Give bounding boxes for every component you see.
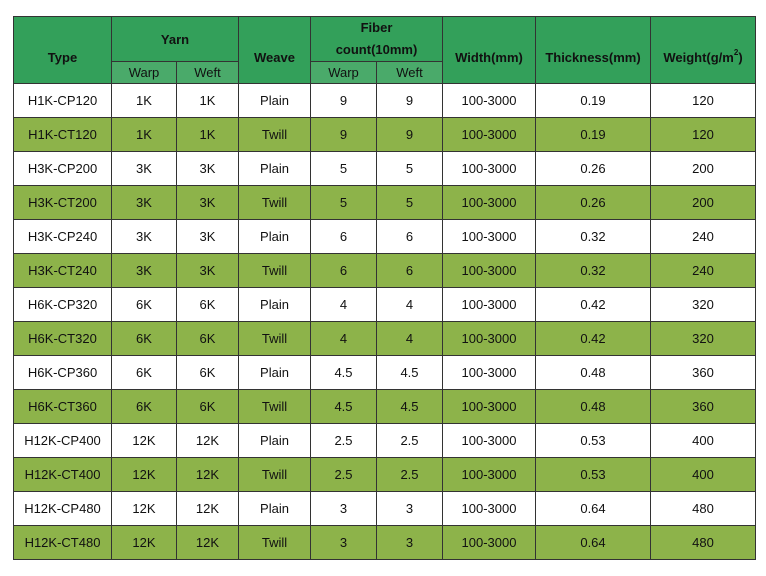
- cell-weave: Twill: [239, 390, 311, 424]
- cell-fiber-warp: 5: [311, 152, 377, 186]
- cell-thickness: 0.32: [536, 220, 651, 254]
- subheader-fiber-warp: Warp: [311, 62, 377, 84]
- table-row: [14, 356, 756, 390]
- cell-yarn-warp: 1K: [112, 118, 177, 152]
- cell-yarn-warp: 3K: [112, 220, 177, 254]
- cell-thickness: 0.48: [536, 356, 651, 390]
- cell-yarn-weft: 6K: [177, 322, 239, 356]
- cell-type: H6K-CT360: [14, 390, 112, 424]
- cell-type: H12K-CP400: [14, 424, 112, 458]
- cell-weave: Plain: [239, 152, 311, 186]
- header-yarn: Yarn: [112, 17, 239, 62]
- cell-weight: 360: [651, 356, 756, 390]
- cell-fiber-warp: 5: [311, 186, 377, 220]
- cell-weave: Plain: [239, 220, 311, 254]
- cell-width: 100-3000: [443, 356, 536, 390]
- cell-thickness: 0.19: [536, 84, 651, 118]
- cell-yarn-warp: 3K: [112, 186, 177, 220]
- cell-yarn-weft: 1K: [177, 84, 239, 118]
- cell-yarn-warp: 3K: [112, 152, 177, 186]
- cell-thickness: 0.64: [536, 492, 651, 526]
- cell-fiber-weft: 3: [377, 526, 443, 560]
- cell-weave: Twill: [239, 526, 311, 560]
- cell-yarn-weft: 12K: [177, 492, 239, 526]
- cell-fiber-weft: 2.5: [377, 458, 443, 492]
- header-weight-suffix: ): [738, 49, 743, 65]
- cell-weave: Plain: [239, 356, 311, 390]
- header-fiber-line1: Fiber: [360, 20, 393, 35]
- cell-fiber-warp: 3: [311, 526, 377, 560]
- cell-weight: 320: [651, 322, 756, 356]
- cell-weight: 120: [651, 118, 756, 152]
- cell-width: 100-3000: [443, 186, 536, 220]
- table-row: [14, 526, 756, 560]
- header-weight-prefix: Weight(g/m: [663, 49, 734, 65]
- table-row: [14, 84, 756, 118]
- cell-weave: Twill: [239, 186, 311, 220]
- cell-thickness: 0.53: [536, 458, 651, 492]
- cell-width: 100-3000: [443, 322, 536, 356]
- cell-fiber-weft: 4: [377, 322, 443, 356]
- cell-weave: Plain: [239, 84, 311, 118]
- cell-width: 100-3000: [443, 390, 536, 424]
- cell-width: 100-3000: [443, 424, 536, 458]
- cell-yarn-weft: 1K: [177, 118, 239, 152]
- cell-yarn-weft: 12K: [177, 458, 239, 492]
- cell-fiber-weft: 2.5: [377, 424, 443, 458]
- cell-fiber-warp: 9: [311, 118, 377, 152]
- header-weight-sup: 2: [733, 47, 739, 57]
- cell-fiber-weft: 4.5: [377, 356, 443, 390]
- cell-fiber-warp: 4.5: [311, 390, 377, 424]
- cell-type: H3K-CP240: [14, 220, 112, 254]
- cell-yarn-warp: 6K: [112, 288, 177, 322]
- cell-width: 100-3000: [443, 118, 536, 152]
- header-type: Type: [14, 17, 112, 84]
- cell-weight: 480: [651, 526, 756, 560]
- cell-yarn-weft: 6K: [177, 390, 239, 424]
- cell-yarn-warp: 12K: [112, 492, 177, 526]
- cell-fiber-warp: 9: [311, 84, 377, 118]
- table-row: [14, 390, 756, 424]
- cell-yarn-warp: 3K: [112, 254, 177, 288]
- cell-yarn-warp: 12K: [112, 526, 177, 560]
- cell-weave: Plain: [239, 492, 311, 526]
- cell-weave: Twill: [239, 254, 311, 288]
- cell-fiber-weft: 5: [377, 152, 443, 186]
- cell-fiber-warp: 3: [311, 492, 377, 526]
- cell-fiber-weft: 5: [377, 186, 443, 220]
- cell-type: H3K-CT200: [14, 186, 112, 220]
- header-thickness: Thickness(mm): [536, 17, 651, 84]
- cell-type: H3K-CP200: [14, 152, 112, 186]
- cell-yarn-weft: 3K: [177, 186, 239, 220]
- table-row: [14, 288, 756, 322]
- cell-fiber-warp: 2.5: [311, 458, 377, 492]
- cell-fiber-warp: 4.5: [311, 356, 377, 390]
- header-weave: Weave: [239, 17, 311, 84]
- cell-thickness: 0.53: [536, 424, 651, 458]
- cell-weight: 240: [651, 220, 756, 254]
- cell-thickness: 0.26: [536, 186, 651, 220]
- subheader-yarn-weft: Weft: [177, 62, 239, 84]
- cell-fiber-warp: 2.5: [311, 424, 377, 458]
- cell-type: H6K-CT320: [14, 322, 112, 356]
- cell-thickness: 0.48: [536, 390, 651, 424]
- table-header: [14, 17, 756, 84]
- subheader-yarn-warp: Warp: [112, 62, 177, 84]
- cell-fiber-weft: 9: [377, 84, 443, 118]
- cell-fiber-warp: 4: [311, 288, 377, 322]
- cell-fiber-warp: 6: [311, 254, 377, 288]
- cell-weave: Twill: [239, 458, 311, 492]
- cell-yarn-warp: 6K: [112, 390, 177, 424]
- cell-width: 100-3000: [443, 254, 536, 288]
- header-weight: [651, 17, 756, 84]
- cell-type: H12K-CT480: [14, 526, 112, 560]
- cell-type: H12K-CT400: [14, 458, 112, 492]
- cell-fiber-weft: 6: [377, 254, 443, 288]
- cell-fiber-weft: 4: [377, 288, 443, 322]
- cell-yarn-weft: 12K: [177, 526, 239, 560]
- cell-weave: Plain: [239, 424, 311, 458]
- cell-weave: Plain: [239, 288, 311, 322]
- table-row: [14, 322, 756, 356]
- table-row: [14, 492, 756, 526]
- cell-thickness: 0.42: [536, 322, 651, 356]
- cell-weight: 200: [651, 152, 756, 186]
- cell-thickness: 0.19: [536, 118, 651, 152]
- cell-yarn-warp: 12K: [112, 424, 177, 458]
- cell-thickness: 0.64: [536, 526, 651, 560]
- header-fiber-count: [311, 17, 443, 62]
- cell-thickness: 0.32: [536, 254, 651, 288]
- cell-type: H3K-CT240: [14, 254, 112, 288]
- cell-fiber-warp: 4: [311, 322, 377, 356]
- cell-thickness: 0.42: [536, 288, 651, 322]
- cell-fiber-weft: 6: [377, 220, 443, 254]
- cell-fiber-warp: 6: [311, 220, 377, 254]
- cell-fiber-weft: 3: [377, 492, 443, 526]
- cell-weight: 400: [651, 424, 756, 458]
- cell-yarn-weft: 12K: [177, 424, 239, 458]
- cell-fiber-weft: 4.5: [377, 390, 443, 424]
- cell-weight: 240: [651, 254, 756, 288]
- cell-type: H6K-CP360: [14, 356, 112, 390]
- table-body: [14, 84, 756, 560]
- cell-width: 100-3000: [443, 220, 536, 254]
- cell-thickness: 0.26: [536, 152, 651, 186]
- cell-weight: 360: [651, 390, 756, 424]
- table-row: [14, 152, 756, 186]
- cell-width: 100-3000: [443, 84, 536, 118]
- cell-yarn-warp: 1K: [112, 84, 177, 118]
- table-row: [14, 220, 756, 254]
- cell-yarn-warp: 6K: [112, 356, 177, 390]
- cell-weight: 120: [651, 84, 756, 118]
- table-row: [14, 118, 756, 152]
- cell-yarn-weft: 3K: [177, 254, 239, 288]
- table-row: [14, 458, 756, 492]
- cell-weight: 200: [651, 186, 756, 220]
- header-fiber-line2: count(10mm): [335, 42, 418, 57]
- cell-yarn-weft: 3K: [177, 152, 239, 186]
- cell-weight: 320: [651, 288, 756, 322]
- table-row: [14, 254, 756, 288]
- cell-weight: 400: [651, 458, 756, 492]
- cell-width: 100-3000: [443, 526, 536, 560]
- cell-weave: Twill: [239, 118, 311, 152]
- cell-width: 100-3000: [443, 152, 536, 186]
- cell-width: 100-3000: [443, 492, 536, 526]
- cell-type: H12K-CP480: [14, 492, 112, 526]
- spec-table: [13, 16, 756, 560]
- cell-weave: Twill: [239, 322, 311, 356]
- cell-type: H1K-CT120: [14, 118, 112, 152]
- cell-yarn-weft: 6K: [177, 356, 239, 390]
- cell-weight: 480: [651, 492, 756, 526]
- cell-yarn-weft: 6K: [177, 288, 239, 322]
- cell-type: H1K-CP120: [14, 84, 112, 118]
- table-row: [14, 424, 756, 458]
- cell-width: 100-3000: [443, 288, 536, 322]
- cell-yarn-warp: 6K: [112, 322, 177, 356]
- subheader-fiber-weft: Weft: [377, 62, 443, 84]
- cell-yarn-weft: 3K: [177, 220, 239, 254]
- cell-type: H6K-CP320: [14, 288, 112, 322]
- cell-fiber-weft: 9: [377, 118, 443, 152]
- header-width: Width(mm): [443, 17, 536, 84]
- cell-yarn-warp: 12K: [112, 458, 177, 492]
- cell-width: 100-3000: [443, 458, 536, 492]
- table-row: [14, 186, 756, 220]
